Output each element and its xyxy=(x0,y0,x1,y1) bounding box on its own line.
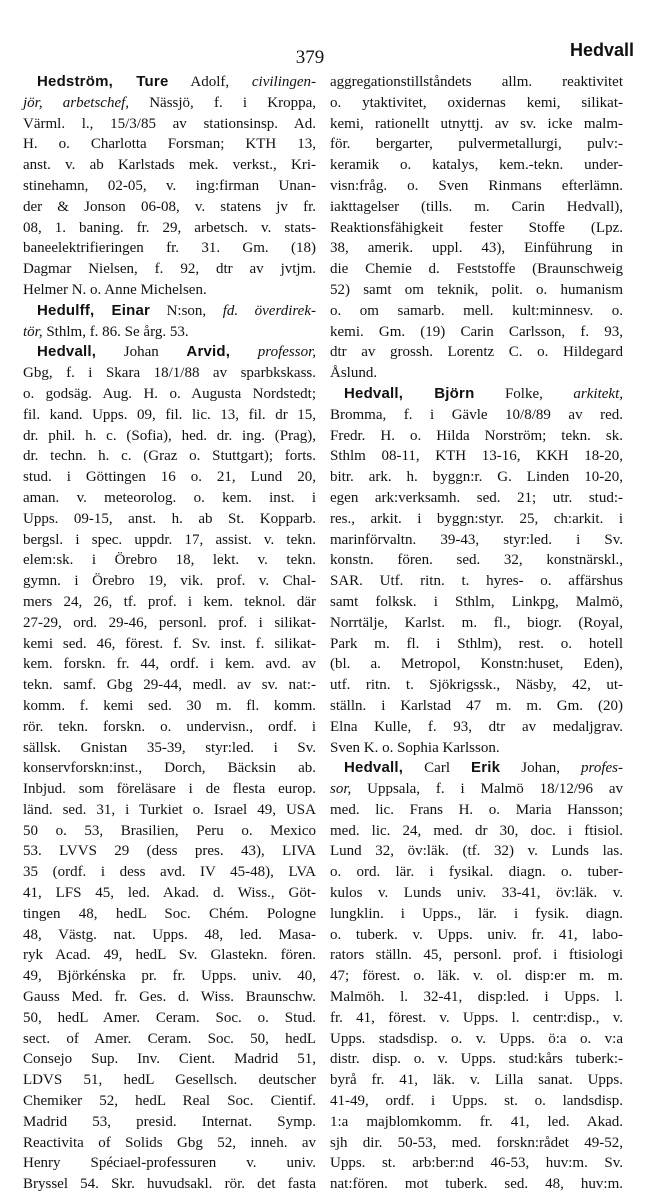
entry-text-line xyxy=(23,696,316,717)
entry-text: o. om samarb. mell. kult:minnesv. o. xyxy=(330,302,623,319)
entry-text-line xyxy=(23,218,316,239)
entry-text-line xyxy=(23,675,316,696)
entry-text: kemi. Gm. (19) Carin Carlsson, f. 93, xyxy=(330,323,623,340)
entry-text: Norrtälje, Karlst. m. fl., biogr. (Royal, xyxy=(330,614,623,631)
entry-text-line xyxy=(330,738,623,759)
entry-text-line xyxy=(330,342,623,363)
entry-text: N:son, xyxy=(150,302,223,319)
entry-text-line xyxy=(330,550,623,571)
entry-text-line xyxy=(23,904,316,925)
entry-text-line xyxy=(330,800,623,821)
entry-text: Helmer N. o. Anne Michelsen. xyxy=(23,281,207,298)
right-column xyxy=(330,72,623,1195)
entry-text: Henry Spéciael-professuren v. univ. xyxy=(23,1155,316,1172)
entry-text: stud. i Göttingen 16 o. 21, Lund 20, xyxy=(23,469,316,486)
entry-text-line xyxy=(23,280,316,301)
entry-text-line xyxy=(23,1029,316,1050)
entry-text: Värml. l., 15/3/85 av stationsinsp. Ad. xyxy=(23,115,316,132)
entry-text-line xyxy=(330,779,623,800)
entry-headline xyxy=(23,301,316,322)
entry-name: Hedulff, Einar xyxy=(37,301,151,319)
entry-text: gymn. i Örebro 19, vik. prof. v. Chal- xyxy=(23,573,316,590)
entry-text: o. ytaktivitet, oxidernas kemi, silikat- xyxy=(330,94,623,111)
entry-headline xyxy=(330,758,623,779)
entry-text-line xyxy=(23,114,316,135)
entry-text: iakttagelser (tills. m. Carin Hedvall), xyxy=(330,198,623,215)
entry-text: 38, amerik. uppl. 43), Einführung in xyxy=(330,240,623,257)
entry-text-line xyxy=(330,280,623,301)
entry-text: 50, hedL Amer. Ceram. Soc. o. Stud. xyxy=(23,1009,316,1026)
entry-title-italic: arkitekt, xyxy=(573,385,623,402)
entry-text-line xyxy=(330,1133,623,1154)
entry-text: 52) samt om teknik, polit. o. humanism xyxy=(330,281,623,298)
entry-text xyxy=(230,344,258,360)
entry-text: Elna Kulle, f. 93, dtr av medaljgrav. xyxy=(330,718,623,735)
entry-text: 08, 1. baning. fr. 29, arbetsch. v. stats- xyxy=(23,219,316,236)
entry-text: Upps. stadsdisp. o. v. Upps. ö:a o. v:a xyxy=(330,1030,623,1047)
entry-text: dr. techn. h. c. (Graz o. Stuttgart); forts. xyxy=(23,448,316,465)
entry-text-line xyxy=(330,72,623,93)
entry-text: byrå fr. 41, läk. v. Lilla sanat. Upps. xyxy=(330,1072,623,1089)
entry-text-line xyxy=(330,613,623,634)
entry-text: visn:fråg. o. Sven Rinmans efterlämn. xyxy=(330,177,623,194)
entry-text: 35 (ordf. i dess avd. IV 45-48), LVA xyxy=(23,864,316,881)
entry-text-line xyxy=(330,883,623,904)
entry-text: res., arkit. i byggn:styr. 25, ch:arkit. i xyxy=(330,510,623,527)
entry-text-line xyxy=(23,363,316,384)
entry-text: elem:sk. i Örebro 18, lekt. v. tekn. xyxy=(23,552,316,569)
entry-text-line xyxy=(330,114,623,135)
entry-text-line xyxy=(23,779,316,800)
entry-text: Upps. st. arb:ber:nd 46-53, huv:m. Sv. xyxy=(330,1155,623,1172)
entry-text-line xyxy=(23,738,316,759)
entry-text-line xyxy=(23,550,316,571)
entry-text: Sthlm, f. 86. Se årg. 53. xyxy=(42,323,189,340)
entry-text: Consejo Sup. Inv. Cient. Madrid 51, xyxy=(23,1051,316,1068)
entry-text-line xyxy=(23,1091,316,1112)
entry-text: der & Jonson 06-08, v. statens jv fr. xyxy=(23,198,316,215)
entry-name: Arvid, xyxy=(186,343,231,361)
entry-text: 1:a majblomkomm. fr. 41, led. Akad. xyxy=(330,1113,623,1130)
entry-text: Madrid 53, presid. Internat. Symp. xyxy=(23,1113,316,1130)
entry-text: 53. LVVS 29 (dess pres. 43), LIVA xyxy=(23,843,316,860)
entry-text-line xyxy=(330,238,623,259)
entry-text: Sven K. o. Sophia Karlsson. xyxy=(330,739,500,756)
entry-text: baneelektrifieringen fr. 31. Gm. (18) xyxy=(23,240,316,257)
entry-text: H. o. Charlotta Forsman; KTH 13, xyxy=(23,136,316,153)
entry-text: lungklin. i Upps., lär. i fysik. diagn. xyxy=(330,905,623,922)
entry-text: LDVS 51, hedL Gesellsch. deutscher xyxy=(23,1072,316,1089)
entry-text-line xyxy=(330,634,623,655)
entry-text-line xyxy=(23,862,316,883)
entry-text: tingen 48, hedL Soc. Chém. Pologne xyxy=(23,905,316,922)
entry-name: Hedvall, xyxy=(344,759,404,777)
entry-text: 27-29, ord. 29-46, personl. prof. i silikat- xyxy=(23,614,316,631)
entry-text-line xyxy=(23,1070,316,1091)
entry-text-line xyxy=(330,966,623,987)
entry-text-line xyxy=(330,509,623,530)
entry-text: 48, Västg. nat. Upps. 48, led. Masa- xyxy=(23,926,316,943)
entry-text-line xyxy=(23,488,316,509)
entry-text-line xyxy=(23,93,316,114)
entry-text-line xyxy=(330,405,623,426)
entry-title-italic: civilingen- xyxy=(251,74,317,90)
entry-text: Carl xyxy=(403,760,472,777)
entry-text-line xyxy=(23,654,316,675)
entry-text-line xyxy=(330,821,623,842)
entry-text: egen ark:verksamh. sed. 21; utr. stud:- xyxy=(330,489,623,506)
entry-text-line xyxy=(23,134,316,155)
entry-text: kem. forskn. fr. 44, ordf. i kem. avd. av xyxy=(23,656,316,673)
entry-text: med. lic. 24, med. dr 30, doc. i ftisiol. xyxy=(330,822,623,839)
entry-text-line xyxy=(23,259,316,280)
entry-text: med. lic. Frans H. o. Maria Hansson; xyxy=(330,801,623,818)
entry-text-line xyxy=(330,1029,623,1050)
entry-text: konservforskn:inst., Dorch, Bäcksin ab. xyxy=(23,760,316,777)
entry-text: kemi, rationellt utnyttj. av sv. icke malm- xyxy=(330,115,623,132)
entry-text: ställn. i Karlstad 47 m. m. Gm. (20) xyxy=(330,697,623,714)
entry-text: 47; förest. o. läk. v. ol. disp:er m. m. xyxy=(330,968,623,985)
entry-text-line xyxy=(330,592,623,613)
entry-title-italic: fd. överdirek- xyxy=(222,302,316,319)
entry-text: komm. f. kemi sed. 30 m. fl. komm. xyxy=(23,697,316,714)
entry-text-line xyxy=(23,446,316,467)
entry-text: dr. phil. h. c. (Sofia), hed. dr. ing. (Prag), xyxy=(23,427,316,444)
entry-text: o. godsäg. Aug. H. o. Augusta Nordstedt; xyxy=(23,385,316,402)
entry-text: fr. 41, förest. v. Upps. l. centr:disp., v. xyxy=(330,1009,623,1026)
entry-text: Gbg, f. i Skara 18/1/88 av sparbkskass. xyxy=(23,365,316,382)
entry-name: Erik xyxy=(471,759,501,777)
entry-text-line xyxy=(330,1153,623,1174)
entry-text: Park m. fl. i Sthlm), rest. o. hotell xyxy=(330,635,623,652)
entry-text-line xyxy=(23,945,316,966)
entry-text: nat:fören. mot tuberk. sed. 48, huv:m. xyxy=(330,1176,623,1193)
entry-text-line xyxy=(330,176,623,197)
entry-text-line xyxy=(330,218,623,239)
entry-text: fil. kand. Upps. 09, fil. lic. 13, fil. dr 15, xyxy=(23,406,316,423)
entry-title-italic: profes- xyxy=(581,760,623,777)
entry-text-line xyxy=(23,987,316,1008)
entry-text-line xyxy=(23,1133,316,1154)
entry-text: Åslund. xyxy=(330,365,378,382)
left-column xyxy=(23,72,316,1195)
entry-text-line xyxy=(23,509,316,530)
entry-text-line xyxy=(330,426,623,447)
entry-text: 41, LFS 45, led. Akad. d. Wiss., Göt- xyxy=(23,885,316,902)
entry-text: 50 o. 53, Brasilien, Peru o. Mexico xyxy=(23,822,316,839)
entry-text: rör. tekn. forskn. o. undervisn., ordf. i xyxy=(23,718,316,735)
entry-title-italic: tör, xyxy=(23,323,43,340)
entry-text: 41-49, ordf. i Upps. st. o. landsdisp. xyxy=(330,1093,623,1110)
entry-text: Upps. 09-15, anst. h. ab St. Kopparb. xyxy=(23,510,316,527)
entry-text: mers 24, 26, tf. prof. i kem. teknol. där xyxy=(23,593,316,610)
entry-text: aman. v. meteorolog. o. kem. inst. i xyxy=(23,489,316,506)
entry-text-line xyxy=(23,634,316,655)
entry-text-line xyxy=(330,571,623,592)
entry-text-line xyxy=(330,1174,623,1195)
entry-text: Nässjö, f. i Kroppa, xyxy=(129,94,316,111)
entry-text: o. tuberk. v. Upps. univ. fr. 41, labo- xyxy=(330,926,623,943)
entry-text: Sthlm 08-11, KTH 13-16, KKH 18-20, xyxy=(330,448,623,465)
entry-text: Uppsala, f. i Malmö 18/12/96 av xyxy=(351,781,623,798)
entry-text: samt folksk. i Sthlm, Linkpg, Malmö, xyxy=(330,593,623,610)
entry-headline xyxy=(330,384,623,405)
entry-text: kemi sed. 46, förest. f. Sv. inst. f. silikat- xyxy=(23,635,316,652)
entry-text: Chemiker 52, hedL Real Soc. Cientif. xyxy=(23,1093,316,1110)
entry-title-italic: sor, xyxy=(330,781,352,798)
entry-name: Hedström, Ture xyxy=(37,73,169,90)
entry-text: Inbjud. som föreläsare i de flesta europ. xyxy=(23,781,316,798)
entry-text: utf. ritn. t. Sjökrigssk., Näsby, 42, ut- xyxy=(330,677,623,694)
running-head: Hedvall xyxy=(569,40,634,60)
entry-text-line xyxy=(23,571,316,592)
entry-text-line xyxy=(330,987,623,1008)
entry-headline xyxy=(23,342,316,363)
entry-text: Malmöh. l. 32-41, disp:led. i Upps. l. xyxy=(330,989,623,1006)
entry-text: dtr av grossh. Lorentz C. o. Hildegard xyxy=(330,344,623,361)
entry-text: Reactivita of Solids Gbg 52, inneh. av xyxy=(23,1134,316,1151)
entry-text-line xyxy=(23,155,316,176)
entry-text-line xyxy=(23,613,316,634)
entry-text-line xyxy=(23,592,316,613)
entry-text: o. ord. lär. i fysikal. diagn. o. tuber- xyxy=(330,864,623,881)
entry-name: Hedvall, xyxy=(37,343,97,361)
entry-text: tekn. samf. Gbg 29-44, medl. av sv. nat:- xyxy=(23,677,316,694)
entry-text: Fredr. H. o. Hilda Norström; tekn. sk. xyxy=(330,427,623,444)
entry-text-line xyxy=(330,446,623,467)
entry-text: ryk Acad. 49, hedL Sv. Glastekn. fören. xyxy=(23,947,316,964)
entry-text: Bromma, f. i Gävle 10/8/89 av red. xyxy=(330,406,623,423)
entry-text: bitr. ark. h. byggn:r. G. Linden 10-20, xyxy=(330,469,623,486)
entry-text: stinehamn, 02-05, v. ing:firman Unan- xyxy=(23,177,316,194)
entry-text: 49, Björkénska pr. fr. Upps. univ. 40, xyxy=(23,968,316,985)
entry-text-line xyxy=(330,1070,623,1091)
entry-text: Dagmar Nielsen, f. 92, dtr av jvtjm. xyxy=(23,261,316,278)
entry-text: anst. v. ab Karlstads mek. verkst., Kri- xyxy=(23,157,316,174)
entry-text-line xyxy=(330,925,623,946)
entry-text-line xyxy=(23,1049,316,1070)
entry-text: Lund 32, öv:läk. (tf. 32) v. Lunds las. xyxy=(330,843,623,860)
entry-text-line xyxy=(330,1091,623,1112)
entry-text-line xyxy=(330,862,623,883)
entry-text-line xyxy=(23,821,316,842)
entry-title-italic: jör, arbetschef, xyxy=(23,94,130,111)
entry-text: sällsk. Gnistan 35-39, styr:led. i Sv. xyxy=(23,739,316,756)
entry-text: aggregationstillståndets allm. reaktivitet xyxy=(330,74,623,90)
entry-text-line xyxy=(330,1008,623,1029)
entry-text-line xyxy=(330,363,623,384)
entry-text: sect. of Amer. Ceram. Soc. 50, hedL xyxy=(23,1030,316,1047)
entry-text: Gauss Med. fr. Ges. d. Wiss. Braunschw. xyxy=(23,989,316,1006)
entry-name: Hedvall, Björn xyxy=(344,384,475,402)
entry-text-line xyxy=(23,1153,316,1174)
entry-text-line xyxy=(330,1049,623,1070)
entry-text: konstn. fören. sed. 32, konstnärskl., xyxy=(330,552,623,569)
entry-text-line xyxy=(330,675,623,696)
entry-text-line xyxy=(330,488,623,509)
entry-text-line xyxy=(330,301,623,322)
entry-text-line xyxy=(23,1112,316,1133)
entry-text: kulos v. Lunds univ. 33-41, öv:läk. v. xyxy=(330,885,623,902)
page-number: 379 xyxy=(295,47,325,68)
entry-text-line xyxy=(330,945,623,966)
entry-text-line xyxy=(330,904,623,925)
entry-text: Reaktionsfähigkeit fester Stoffe (Lpz. xyxy=(330,219,623,236)
entry-text: Johan xyxy=(96,344,187,361)
entry-text-line xyxy=(330,155,623,176)
entry-text-line xyxy=(330,322,623,343)
entry-text: rators ställn. 45, personl. prof. i ftisiologi xyxy=(330,947,623,964)
entry-text-line xyxy=(330,717,623,738)
entry-text-line xyxy=(330,841,623,862)
entry-text: keramik o. katalys, kem.-tekn. under- xyxy=(330,157,623,174)
entry-text-line xyxy=(330,696,623,717)
entry-text-line xyxy=(23,800,316,821)
entry-text: Adolf, xyxy=(168,74,252,90)
entry-text: länd. sed. 31, i Turkiet o. Israel 49, USA xyxy=(23,801,316,818)
entry-text-line xyxy=(23,530,316,551)
entry-text: bergsl. i spec. uppdr. 17, assist. v. tekn. xyxy=(23,531,316,548)
entry-text: die Chemie d. Feststoffe (Braunschweig xyxy=(330,261,623,278)
entry-text-line xyxy=(23,925,316,946)
entry-text-line xyxy=(23,883,316,904)
entry-text-line xyxy=(330,134,623,155)
entry-text-line xyxy=(23,717,316,738)
entry-title-italic: professor, xyxy=(257,344,317,361)
entry-text: Bryssel 54. Skr. huvudsakl. rör. det fasta xyxy=(23,1176,316,1193)
entry-text-line xyxy=(330,530,623,551)
entry-text-line xyxy=(330,93,623,114)
entry-text: för. bergarter, pulvermetallurgi, pulv:- xyxy=(330,136,623,153)
entry-text-line xyxy=(23,322,316,343)
entry-text: distr. disp. o. v. Upps. stud:kårs tuberk:- xyxy=(330,1051,623,1068)
entry-text-line xyxy=(23,1008,316,1029)
entry-text: (bl. a. Metropol, Konstn:huset, Eden), xyxy=(330,656,623,673)
entry-text: SAR. Utf. ritn. t. hyres- o. affärshus xyxy=(330,573,623,590)
entry-text-line xyxy=(23,426,316,447)
entry-text: Johan, xyxy=(500,760,582,777)
entry-text-line xyxy=(23,238,316,259)
entry-text-line xyxy=(23,758,316,779)
entry-text-line xyxy=(23,467,316,488)
entry-text-line xyxy=(23,405,316,426)
entry-text-line xyxy=(23,197,316,218)
entry-text-line xyxy=(330,1112,623,1133)
entry-text-line xyxy=(23,966,316,987)
entry-text-line xyxy=(23,176,316,197)
entry-text: Folke, xyxy=(474,385,574,402)
entry-text: sjh dir. 50-53, med. forskn:rådet 49-52, xyxy=(330,1134,623,1151)
entry-text-line xyxy=(330,654,623,675)
entry-text: marinförvaltn. 39-43, styr:led. i Sv. xyxy=(330,531,623,548)
entry-text-line xyxy=(330,467,623,488)
entry-text-line xyxy=(330,259,623,280)
entry-headline xyxy=(23,72,316,93)
entry-text-line xyxy=(23,1174,316,1195)
entry-text-line xyxy=(23,384,316,405)
entry-text-line xyxy=(23,841,316,862)
entry-text-line xyxy=(330,197,623,218)
